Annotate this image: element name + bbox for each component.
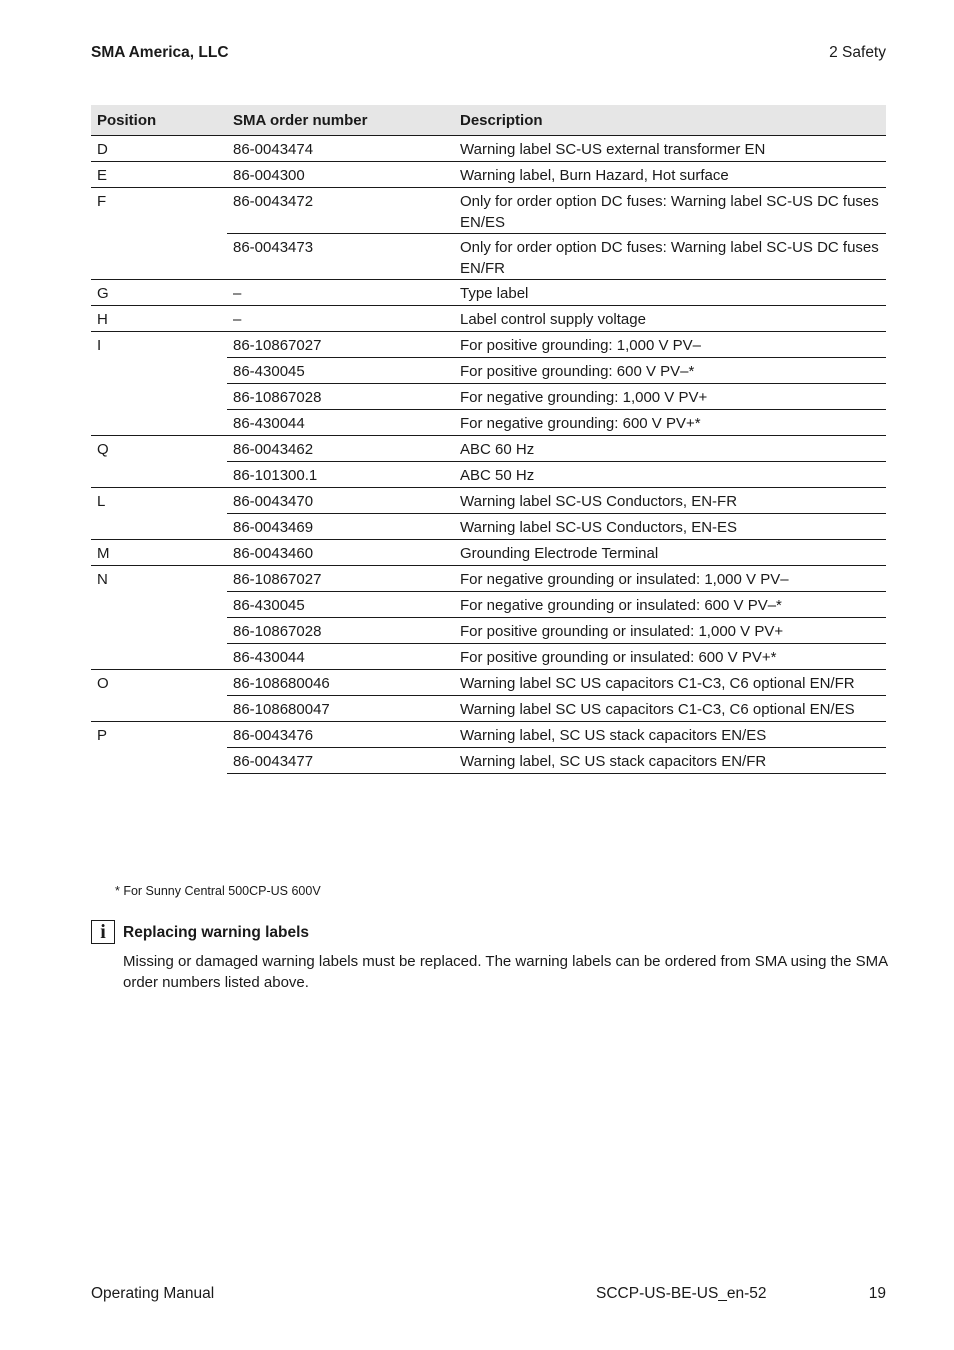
table-header-row — [91, 105, 886, 136]
table-row — [91, 488, 886, 514]
order-number-cell: 86-10867028 — [227, 384, 454, 410]
description-cell: For positive grounding or insulated: 600 V PV+* — [454, 644, 886, 670]
description-cell: Only for order option DC fuses: Warning label SC-US DC fuses EN/ES — [454, 188, 886, 234]
footer-doc-code: SCCP-US-BE-US_en-52 — [596, 1285, 767, 1302]
position-cell: E — [91, 162, 227, 188]
description-cell: ABC 50 Hz — [454, 462, 886, 488]
note-body: Missing or damaged warning labels must be replaced. The warning labels can be ordered from SMA using the SMA order numbers listed above. — [123, 953, 888, 991]
table-row — [91, 136, 886, 162]
position-cell: O — [91, 670, 227, 722]
order-number-cell: 86-10867027 — [227, 566, 454, 592]
description-cell: For negative grounding: 600 V PV+* — [454, 410, 886, 436]
note-title: Replacing warning labels — [123, 924, 310, 941]
order-number-cell: 86-004300 — [227, 162, 454, 188]
description-cell: For negative grounding: 1,000 V PV+ — [454, 384, 886, 410]
table-row — [91, 722, 886, 748]
table-row — [91, 436, 886, 462]
footer-page-number: 19 — [868, 1285, 886, 1302]
table-row — [91, 332, 886, 358]
order-number-cell: – — [227, 306, 454, 332]
table-row — [91, 540, 886, 566]
warning-labels-table — [91, 105, 886, 774]
position-cell: G — [91, 280, 227, 306]
description-cell: For negative grounding or insulated: 1,000 V PV– — [454, 566, 886, 592]
table-row — [91, 670, 886, 696]
table-row — [91, 188, 886, 234]
order-number-cell: 86-430045 — [227, 592, 454, 618]
header-company: SMA America, LLC — [91, 44, 229, 61]
description-cell: Warning label SC US capacitors C1-C3, C6 optional EN/ES — [454, 696, 886, 722]
order-number-cell: 86-430044 — [227, 644, 454, 670]
order-number-cell: 86-0043460 — [227, 540, 454, 566]
position-cell: F — [91, 188, 227, 280]
description-cell: Warning label, SC US stack capacitors EN/FR — [454, 748, 886, 774]
description-cell: Warning label SC-US external transformer EN — [454, 136, 886, 162]
description-cell: Only for order option DC fuses: Warning label SC-US DC fuses EN/FR — [454, 234, 886, 280]
description-cell: Label control supply voltage — [454, 306, 886, 332]
description-cell: For positive grounding: 1,000 V PV– — [454, 332, 886, 358]
header-section: 2 Safety — [829, 44, 886, 61]
order-number-cell: 86-10867027 — [227, 332, 454, 358]
table-body — [91, 136, 886, 774]
order-number-cell: 86-101300.1 — [227, 462, 454, 488]
table-row — [91, 306, 886, 332]
position-cell: N — [91, 566, 227, 670]
order-number-cell: 86-0043470 — [227, 488, 454, 514]
position-cell: D — [91, 136, 227, 162]
description-cell: Grounding Electrode Terminal — [454, 540, 886, 566]
order-number-cell: 86-108680047 — [227, 696, 454, 722]
order-number-cell: 86-0043474 — [227, 136, 454, 162]
order-number-cell: – — [227, 280, 454, 306]
description-cell: ABC 60 Hz — [454, 436, 886, 462]
description-cell: Warning label SC-US Conductors, EN-ES — [454, 514, 886, 540]
description-cell: Warning label SC US capacitors C1-C3, C6 optional EN/FR — [454, 670, 886, 696]
column-header-order-number: SMA order number — [227, 105, 454, 136]
description-cell: Warning label SC-US Conductors, EN-FR — [454, 488, 886, 514]
table-footnote: * For Sunny Central 500CP-US 600V — [115, 884, 321, 898]
column-header-position: Position — [91, 105, 227, 136]
order-number-cell: 86-0043477 — [227, 748, 454, 774]
footer-doc-title: Operating Manual — [91, 1285, 215, 1302]
info-icon: i — [91, 920, 115, 944]
description-cell: Type label — [454, 280, 886, 306]
order-number-cell: 86-430045 — [227, 358, 454, 384]
position-cell: I — [91, 332, 227, 436]
position-cell: M — [91, 540, 227, 566]
order-number-cell: 86-430044 — [227, 410, 454, 436]
description-cell: For positive grounding: 600 V PV–* — [454, 358, 886, 384]
order-number-cell: 86-0043462 — [227, 436, 454, 462]
position-cell: Q — [91, 436, 227, 488]
position-cell: P — [91, 722, 227, 774]
order-number-cell: 86-10867028 — [227, 618, 454, 644]
description-cell: For negative grounding or insulated: 600 V PV–* — [454, 592, 886, 618]
position-cell: H — [91, 306, 227, 332]
table-row — [91, 162, 886, 188]
order-number-cell: 86-0043469 — [227, 514, 454, 540]
table-row — [91, 280, 886, 306]
order-number-cell: 86-0043476 — [227, 722, 454, 748]
description-cell: For positive grounding or insulated: 1,000 V PV+ — [454, 618, 886, 644]
position-cell: L — [91, 488, 227, 540]
order-number-cell: 86-0043472 — [227, 188, 454, 234]
description-cell: Warning label, Burn Hazard, Hot surface — [454, 162, 886, 188]
order-number-cell: 86-0043473 — [227, 234, 454, 280]
order-number-cell: 86-108680046 — [227, 670, 454, 696]
table-row — [91, 566, 886, 592]
column-header-description: Description — [454, 105, 886, 136]
description-cell: Warning label, SC US stack capacitors EN/ES — [454, 722, 886, 748]
